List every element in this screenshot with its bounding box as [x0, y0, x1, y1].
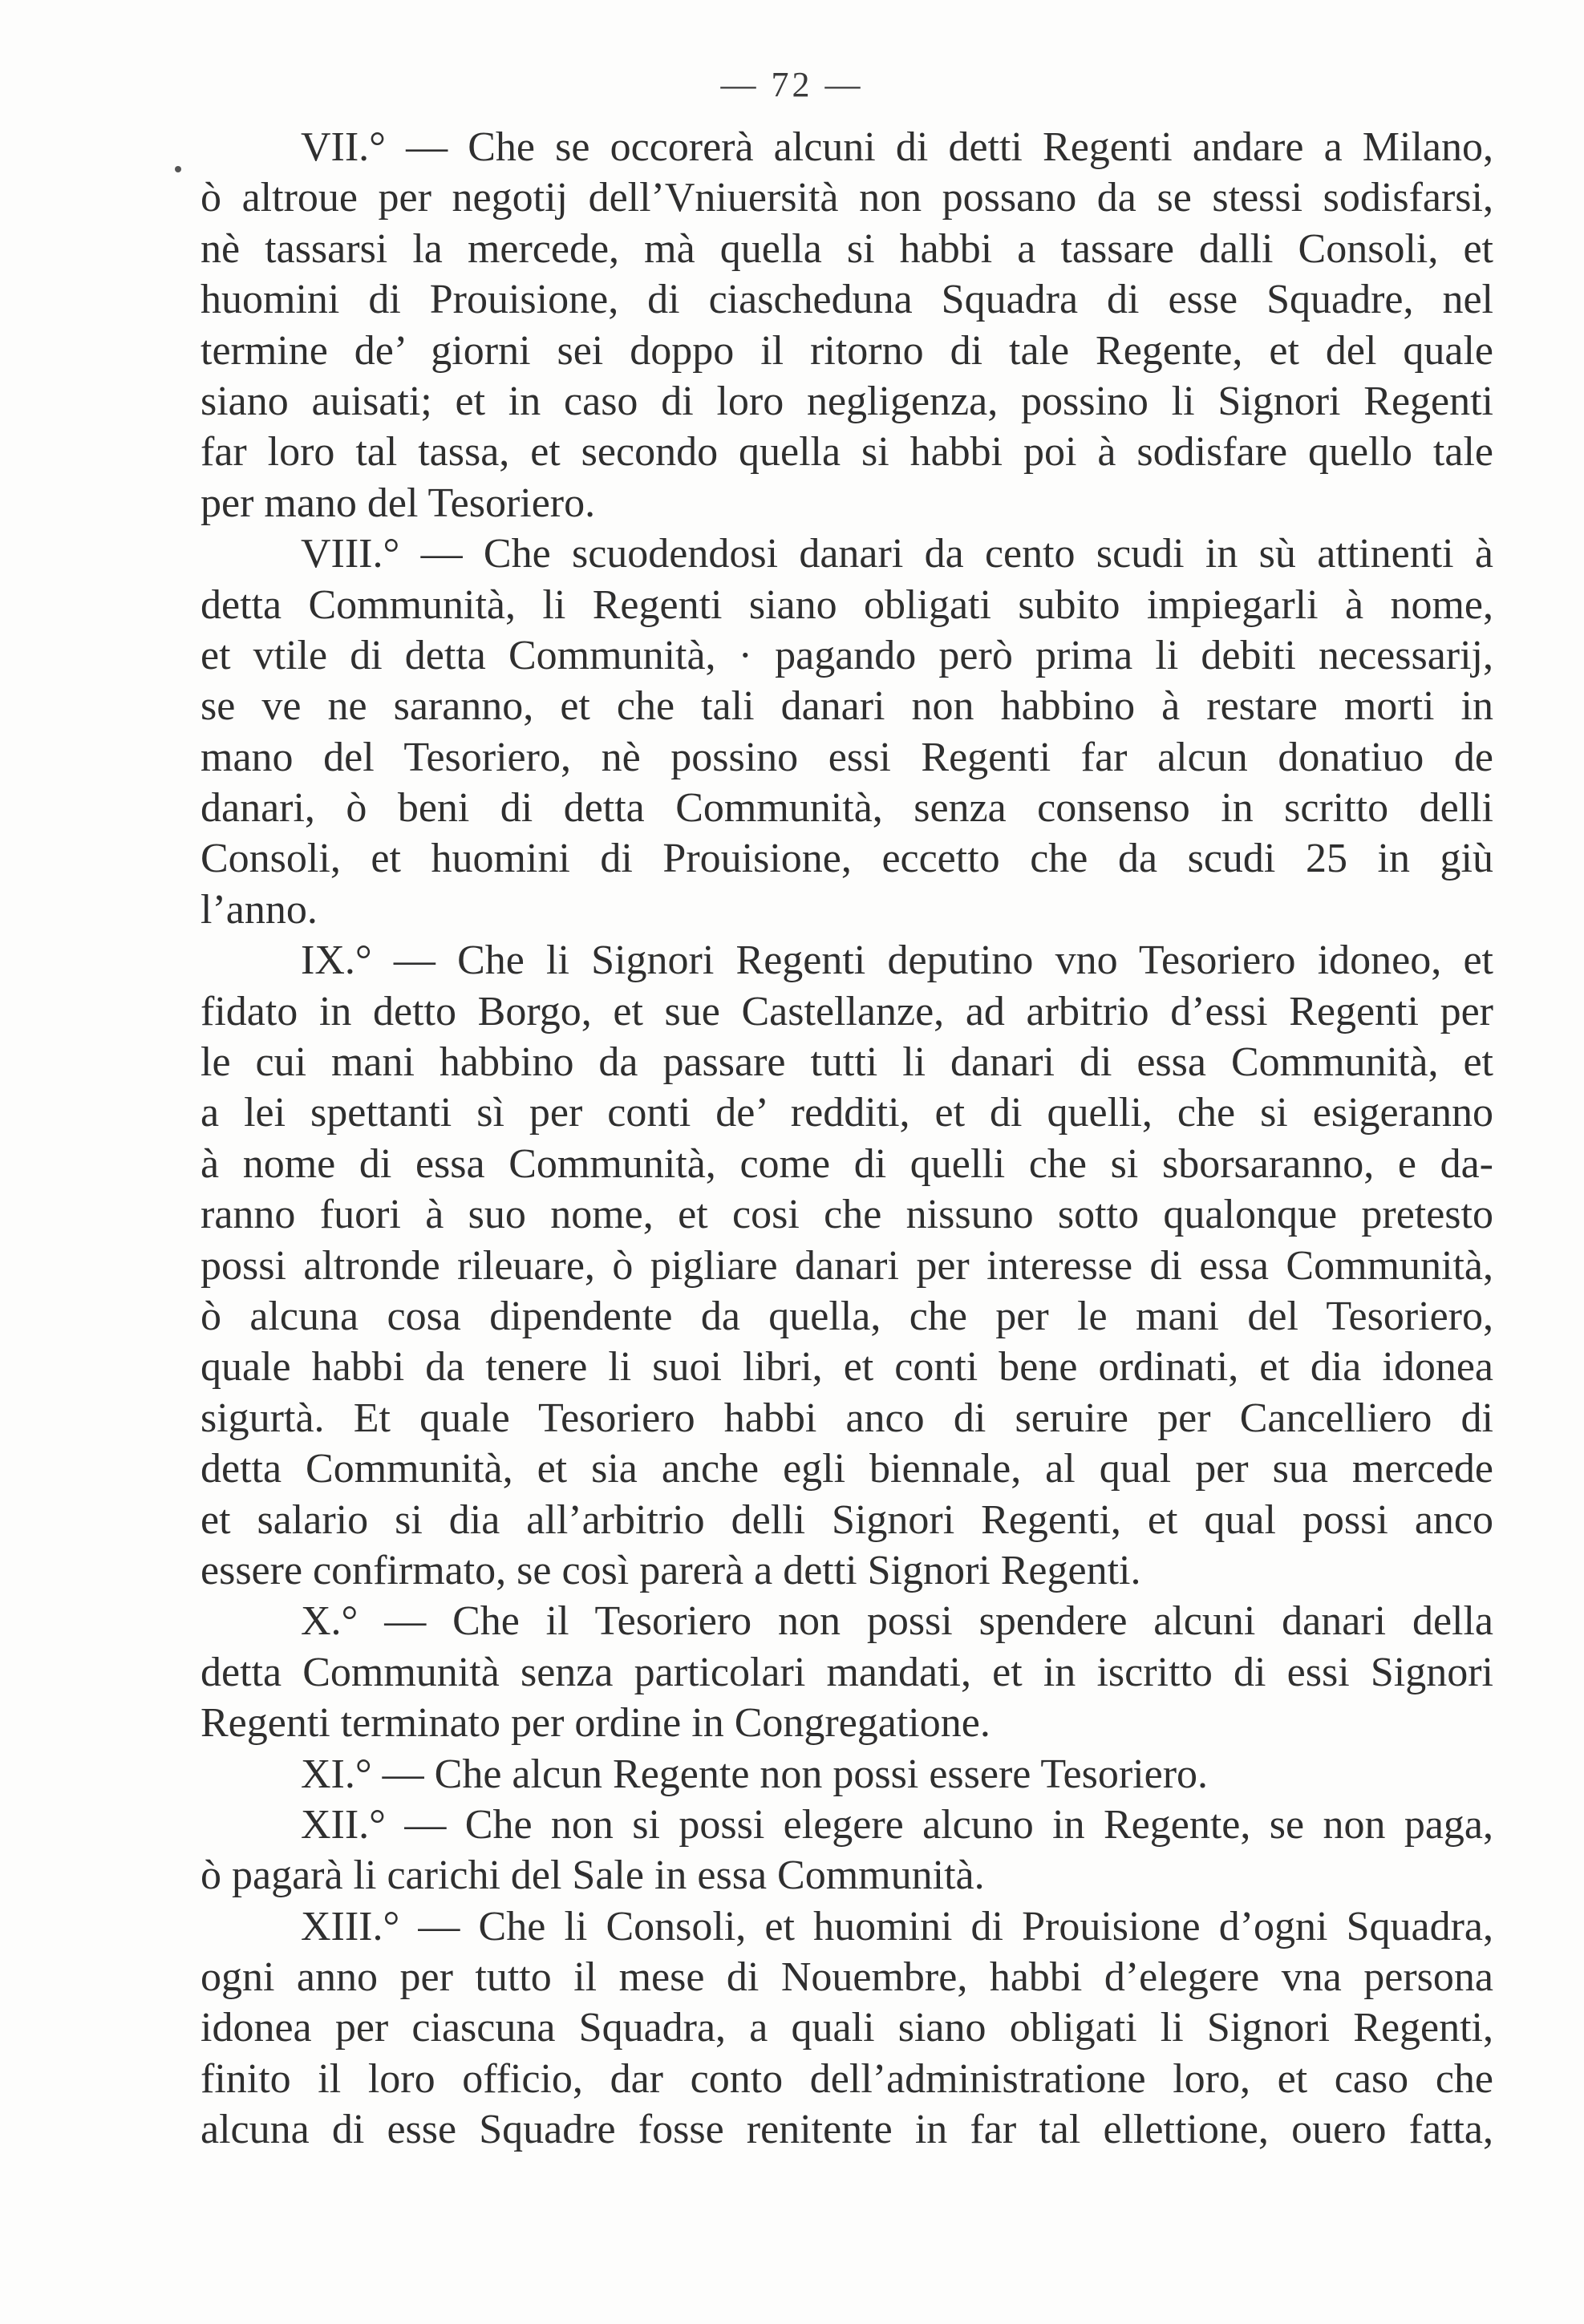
text-line: XI.° — Che alcun Regente non possi essere Tesoriero.: [301, 1751, 1209, 1797]
text-line: le cui mani habbino da passare tutti li danari di essa Communità, et: [201, 1039, 1493, 1086]
text-line: IX.° — Che li Signori Regenti deputino vno Tesoriero idoneo, et: [301, 937, 1493, 984]
text-line: X.° — Che il Tesoriero non possi spendere alcuni danari della: [301, 1598, 1493, 1645]
text-line: siano auisati; et in caso di loro negligenza, possino li Signori Regenti: [201, 378, 1493, 424]
text-line: fidato in detto Borgo, et sue Castellanze, ad arbitrio d’essi Regenti per: [201, 988, 1493, 1034]
text-line: ò altroue per negotij dell’Vniuersità non possano da se stessi sodisfarsi,: [201, 175, 1493, 221]
text-line: idonea per ciascuna Squadra, a quali siano obligati li Signori Regenti,: [201, 2005, 1493, 2051]
text-line: termine de’ giorni sei doppo il ritorno di tale Regente, et del quale: [201, 327, 1493, 374]
text-line: l’anno.: [201, 886, 318, 933]
text-line: et salario si dia all’arbitrio delli Signori Regenti, et qual possi anco: [201, 1496, 1493, 1543]
text-line: far loro tal tassa, et secondo quella si habbi poi à sodisfare quello tale: [201, 429, 1493, 476]
text-line: se ve ne saranno, et che tali danari non habbino à restare morti in: [201, 683, 1493, 730]
text-line: finito il loro officio, dar conto dell’administratione loro, et caso che: [201, 2055, 1493, 2102]
text-line: detta Communità senza particolari mandati, et in iscritto di essi Signori: [201, 1649, 1493, 1695]
text-line: XII.° — Che non si possi elegere alcuno in Regente, se non paga,: [301, 1801, 1493, 1848]
text-line: danari, ò beni di detta Communità, senza consenso in scritto delli: [201, 785, 1493, 832]
text-line: mano del Tesoriero, nè possino essi Regenti far alcun donatiuo de: [201, 734, 1493, 780]
text-line: Regenti terminato per ordine in Congregatione.: [201, 1700, 991, 1747]
text-line: ò pagarà li carichi del Sale in essa Communità.: [201, 1852, 985, 1899]
text-line: a lei spettanti sì per conti de’ redditi, et di quelli, che si esigeranno: [201, 1090, 1493, 1136]
text-line: detta Communità, et sia anche egli biennale, al qual per sua mercede: [201, 1446, 1493, 1492]
text-line: Consoli, et huomini di Prouisione, eccetto che da scudi 25 in giù: [201, 836, 1493, 882]
text-line: ò alcuna cosa dipendente da quella, che per le mani del Tesoriero,: [201, 1293, 1493, 1339]
text-line: VIII.° — Che scuodendosi danari da cento scudi in sù attinenti à: [301, 531, 1493, 577]
text-line: quale habbi da tenere li suoi libri, et conti bene ordinati, et dia idonea: [201, 1344, 1493, 1391]
text-line: XIII.° — Che li Consoli, et huomini di Prouisione d’ogni Squadra,: [301, 1903, 1493, 1949]
text-line: possi altronde rileuare, ò pigliare danari per interesse di essa Communità,: [201, 1242, 1493, 1289]
text-line: nè tassarsi la mercede, mà quella si habbi a tassare dalli Consoli, et: [201, 225, 1493, 272]
text-line: et vtile di detta Communità, · pagando però prima li debiti necessarij,: [201, 632, 1493, 678]
text-line: à nome di essa Communità, come di quelli che si sborsaranno, e da-: [201, 1140, 1493, 1187]
text-line: huomini di Prouisione, di ciascheduna Squadra di esse Squadre, nel: [201, 277, 1493, 323]
text-line: detta Communità, li Regenti siano obligati subito impiegarli à nome,: [201, 581, 1493, 628]
text-line: VII.° — Che se occorerà alcuni di detti Regenti andare a Milano,: [301, 124, 1493, 170]
text-line: essere confirmato, se così parerà a detti Signori Regenti.: [201, 1547, 1141, 1593]
text-line: ranno fuori à suo nome, et cosi che nissuno sotto qualonque pretesto: [201, 1192, 1493, 1238]
text-line: sigurtà. Et quale Tesoriero habbi anco di seruire per Cancelliero di: [201, 1395, 1493, 1441]
text-line: ogni anno per tutto il mese di Nouembre, habbi d’elegere vna persona: [201, 1954, 1493, 2001]
margin-dot: [175, 166, 181, 172]
text-line: per mano del Tesoriero.: [201, 480, 596, 526]
page-number: — 72 —: [720, 65, 864, 104]
body-text: [201, 122, 1493, 2156]
text-line: alcuna di esse Squadre fosse renitente in far tal ellettione, ouero fatta,: [201, 2107, 1493, 2153]
